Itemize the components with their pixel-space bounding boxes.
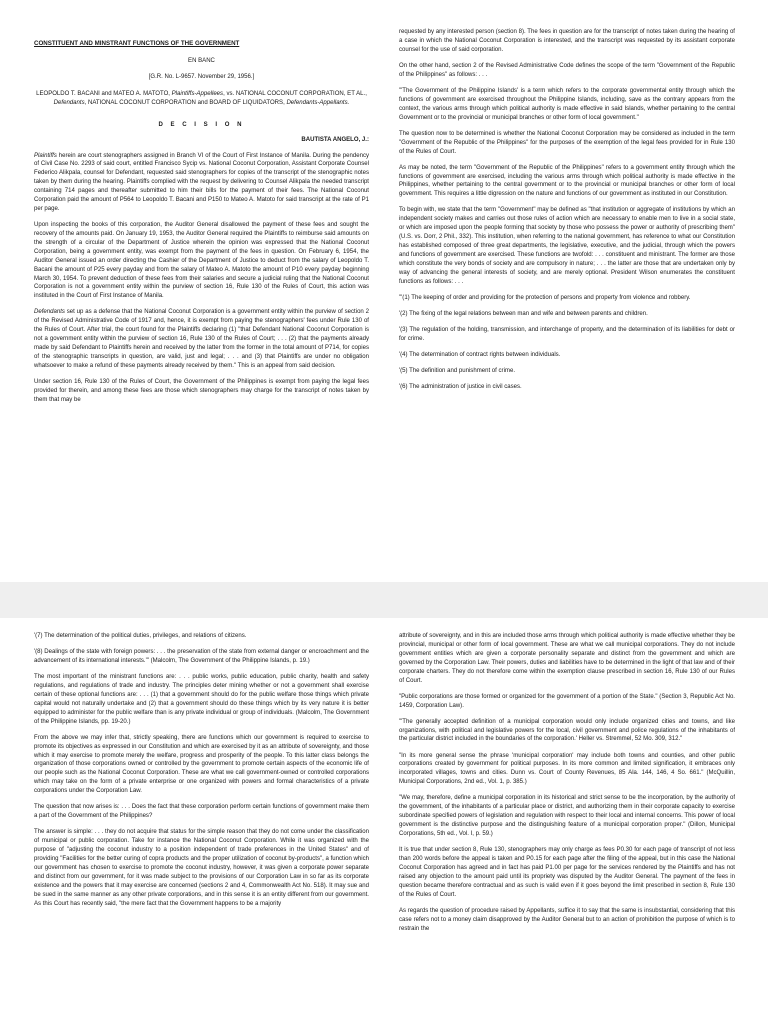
paragraph: On the other hand, section 2 of the Revised Administrative Code defines the scope of the term "Government of the Republic of the Philippines" as follows: . . . [399,62,735,78]
list-item: '(3) The regulation of the holding, transmission, and interchange of property, and the determination of its liabilities for debt or for crime. [399,326,735,342]
page-separator [0,582,768,618]
paragraph: Upon inspecting the books of this corporation, the Auditor General disallowed the payment of these fees and sought the recovery of the amounts paid. On January 19, 1953, the Auditor General required the Plaintiffs to reimburse said amounts on the strength of a circular of the Department of Justice wherein the opinion was expressed that the National Coconut Corporation, being a government entity, was exempt from the payment of the fees in question. On February 6, 1954, the Auditor General issued an order directing the Cashier of the Department of Justice to deduct from the salary of Leopoldo T. Bacani the amount of P25 every payday and from the salary of Mateo A. Matoto the amount of P10 every payday beginning March 30, 1954. To prevent deduction of these fees from their salaries and secure a judicial ruling that the National Coconut Corporation is not a government entity within the purview of section 16, Rule 130 of the Rules of Court, this action was instituted in the Court of First Instance of Manila. [34,222,369,300]
paragraph: Plaintiffs herein are court stenographers assigned in Branch VI of the Court of First Instance of Manila. During the pendency of Civil Case No. 2293 of said court, entitled Francisco Sycip vs. National Coconut Corporation, Assistant Corporate Counsel Federico Alikpala, counsel for Defendant, requested said stenographers for copies of the transcript of the stenographic notes taken by them during the hearing. Plaintiffs complied with the request by delivering to Counsel Alikpala the needed transcript containing 714 pages and thereafter submitted to him their bills for the payment of their fees. The National Coconut Corporation paid the amount of P564 to Leopoldo T. Bacani and P150 to Mateo A. Matoto for said transcript at the rate of P1 per page. [34,152,369,212]
paragraph: Defendants set up as a defense that the National Coconut Corporation is a government entity within the purview of section 2 of the Revised Administrative Code of 1917 and, hence, it is exempt from paying the stenographers' fees under Rule 130 of the Rules of Court. After trial, the court found for the Plaintiffs declaring (1) "that Defendant National Coconut Corporation is not a government entity within the purview of section 16, Rule 130 of the Rules of Court; . . . (2) that the payments already made by said Defendant to Plaintiffs herein and received by the latter from the former in the total amount of P714, for copies of the stenographic transcripts in question, are valid, just and legal; . . . and (3) that Plaintiffs are under no obligation whatsoever to make a refund of these payments already received by them." This is an appeal from said decision. [34,309,369,369]
paragraph: It is true that under section 8, Rule 130, stenographers may only charge as fees P0.30 for each page of transcript of not less than 200 words before the appeal is taken and P0.15 for each page after the filing of the appeal, but in this case the National Coconut Corporation has agreed and in fact has paid P1.00 per page for the services rendered by the Plaintiffs and has not raised any objection to the amount paid until its propriety was disputed by the Auditor General. The payment of the fees in question became therefore contractual and as such is valid even if it goes beyond the limit prescribed in section 8, Rule 130 of the Rules of Court. [399,847,735,898]
paragraph: The most important of the ministrant functions are: . . . public works, public education, public charity, health and safety regulations, and regulations of trade and industry. The principles deter mining whether or not a government shall exercise certain of these optional functions are: . . . (1) that a government should do for the public welfare those things which private capital would not naturally undertake and (2) that a government should do these things which by its very nature it is better equipped to administer for the public welfare than is any private individual or group of individuals. (Malcolm, The Government of the Philippine Islands, pp. 19-20.) [34,674,369,725]
paragraph: As regards the question of procedure raised by Appellants, suffice it to say that the same is insubstantial, considering that this case refers not to a money claim disapproved by the Auditor General but to an action of prohibition the purpose of which is to restrain the [399,907,735,932]
paragraph: Under section 16, Rule 130 of the Rules of Court, the Government of the Philippines is exempt from paying the legal fees provided for therein, and among these fees are those which stenographers may charge for the transcript of notes taken by them that may be [34,378,369,403]
list-item: '(5) The definition and punishment of crime. [399,368,515,375]
list-item: '(2) The fixing of the legal relations between man and wife and between parents and children. [399,310,648,317]
list-item: '(6) The administration of justice in civil cases. [399,384,522,391]
page-two [0,618,768,1024]
case-parties: LEOPOLDO T. BACANI and MATEO A. MATOTO, Plaintiffs-Appellees, vs. NATIONAL COCONUT CORPORATION, ET AL., Defendants, NATIONAL COCONUT CORPORATION and BOARD OF LIQUIDATORS, Defendants-Appellants. [36,90,367,106]
paragraph: requested by any interested person (section 8). The fees in question are for the transcript of notes taken during the hearing of a case in which the National Coconut Corporation is interested, and the transcript was requested by its assistant corporate counsel for the use of said corporation. [399,29,735,53]
decision-title: D E C I S I O N [158,121,245,128]
page-two-left-column [34,632,369,1024]
quoted-paragraph: "We may, therefore, define a municipal corporation in its historical and strict sense to be the incorporation, by the authority of the government, of the inhabitants of a particular place or district, and authorizing them in their corporate capacity to exercise subordinate specified powers of legislation and regulation with respect to their local and internal concerns. This power of local government is the distinctive purpose and the distinguishing feature of a municipal corporation proper." (Dillon, Municipal Corporations, 5th ed., Vol. I, p. 59.) [399,795,735,837]
case-number: [G.R. No. L-9657. November 29, 1956.] [148,73,255,80]
list-item: '(8) Dealings of the state with foreign powers: . . . the preservation of the state from external danger or encroachment and the advancement of its international interests.'" (Malcolm, The Government of the Philippine Islands, p. 19.) [34,649,369,664]
paragraph: The answer is simple: . . . they do not acquire that status for the simple reason that they do not come under the classification of municipal or public corporation. Take for instance the National Coconut Corporation. While it was organized with the purpose of "adjusting the coconut industry to a position independent of trade preferences in the United States" and of providing "Facilities for the better curing of copra products and the proper utilization of coconut by-products", a function which our government has chosen to exercise to promote the coconut industry, however, it was given a corporate power separate and distinct from our government, for it was made subject to the provisions of our Corporation Law in so far as its corporate existence and the powers that it may exercise are concerned (sections 2 and 4, Commonwealth Act No. 518). It may sue and be sued in the same manner as any other private corporations, and in this sense it is an entity different from our government. As this Court has recently said, "the mere fact that the Government happens to be a majority [34,829,369,907]
paragraph: attribute of sovereignty, and in this are included those arms through which political authority is made effective whether they be provincial, municipal or other form of local government. These are what we call municipal corporations. They do not include government entities which are given a corporate personality separate and distinct from the government and which are governed by the Corporation Law. Their powers, duties and liabilities have to be determined in the light of that law and of their corporate charters. They do not therefore come within the exemption clause prescribed in section 16, Rule 130 of our Rules of Court. [399,633,735,684]
list-item: '(7) The determination of the political duties, privileges, and relations of citizens. [34,633,247,639]
list-item: "'(1) The keeping of order and providing for the protection of persons and property from violence and robbery. [399,294,691,301]
paragraph: As may be noted, the term "Government of the Republic of the Philippines" refers to a government entity through which the functions of government are exercised, including the various arms through which political authority is made effective in the Philippines, whether pertaining to the central government or to the provincial or municipal branches or other form of local government. This requires a little digression on the nature and functions of our government as instituted in our Constitution. [399,164,735,198]
list-item: '(4) The determination of contract rights between individuals. [399,351,561,358]
page-one-left-column [34,40,369,580]
quoted-paragraph: "'The generally accepted definition of a municipal corporation would only include organized cities and towns, and like organizations, with political and legislative powers for the local, civil government and police regulations of the inhabitants of the particular district included in the boundaries of the corporation.' Heller vs. Stremmel, 52 Mo. 309, 312." [399,718,735,743]
paragraph: The question now to be determined is whether the National Coconut Corporation may be considered as included in the term "Government of the Republic of the Philippines" for the purposes of the exemption of the legal fees provided for in Rule 130 of the Rules of Court. [399,130,735,155]
quoted-paragraph: "'The Government of the Philippine Islands' is a term which refers to the corporate governmental entity through which the functions of government are exercised throughout the Philippine Islands, including, save as the contrary appears from the context, the various arms through which political authority is made effective in said Islands, whether pertaining to the central Government or to the provincial or municipal branches or other form of local government." [399,87,735,121]
paragraph: The question that now arises is: . . . Does the fact that these corporation perform certain functions of government make them a part of the Government of the Philippines? [34,804,369,820]
quoted-paragraph: "In its more general sense the phrase 'municipal corporation' may include both towns and counties, and other public corporations created by government for political purposes. In its more common and limited signification, it embraces only incorporated villages, towns and cities. Dunn vs. Court of County Revenues, 85 Ala. 144, 146, 4 So. 661." (McQuillin, Municipal Corporations, 2nd ed., Vol. 1, p. 385.) [399,752,735,786]
court-division: EN BANC [188,57,215,64]
paragraph: To begin with, we state that the term "Government" may be defined as "that institution or aggregate of institutions by which an independent society makes and carries out those rules of action which are necessary to enable men to live in a social state, or which are imposed upon the people forming that society by those who possess the power or authority of prescribing them" (U.S. vs. Dorr, 2 Phil., 332). This institution, when referring to the national government, has reference to what our Constitution has established composed of three great departments, the legislative, executive, and the judicial, through which the powers and functions of government are exercised. These functions are twofold: . . . constituent and ministrant. The former are those which constitute the very bonds of society and are compulsory in nature; . . . the latter are those that are undertaken only by way of advancing the general interests of society, and are merely optional. President Wilson enumerates the constituent functions as follows: . . . [399,207,735,285]
paragraph: From the above we may infer that, strictly speaking, there are functions which our government is required to exercise to promote its objectives as expressed in our Constitution and which are exercised by it as an attribute of sovereignty, and those which it may exercise to promote merely the welfare, progress and prosperity of the people. To this latter class belongs the organization of those corporations owned or controlled by the government to promote certain aspects of the economic life of our people such as the National Coconut Corporation. These are what we call government-owned or controlled corporations which may take on the form of a private enterprise or one organized with powers and formal characteristics of a private corporations under the Corporation Law. [34,734,369,795]
page-one-right-column [399,28,735,580]
page-two-right-column [399,632,735,1024]
quoted-paragraph: "Public corporations are those formed or organized for the government of a portion of the State." (Section 3, Republic Act No. 1459, Corporation Law). [399,693,735,709]
ponente: BAUTISTA ANGELO, J.: [301,136,369,143]
document-heading: CONSTITUENT AND MINSTRANT FUNCTIONS OF THE GOVERNMENT [34,40,240,47]
